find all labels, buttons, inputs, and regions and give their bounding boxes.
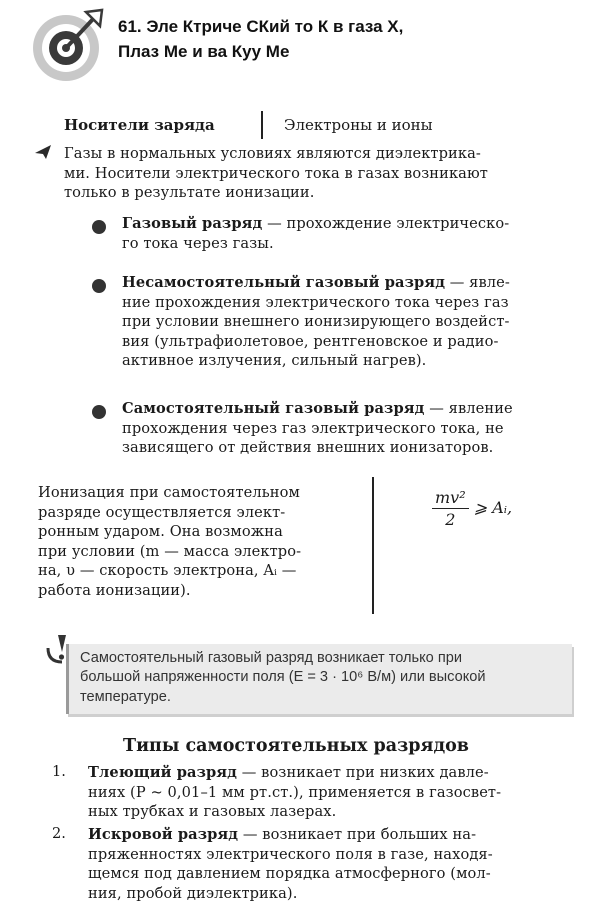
section-title (118, 14, 403, 64)
intro-line: только в результате ионизации. (64, 184, 315, 202)
definition-line: го тока через газы. (122, 234, 274, 252)
bullet-icon (92, 405, 106, 419)
definition-text: — прохождение электрическо- (262, 215, 510, 232)
bullet-icon (92, 279, 106, 293)
title-line-1: 61. Эле Ктриче СКий то К в газа Х, (118, 17, 404, 36)
ionization-paragraph (38, 483, 350, 601)
charge-carriers-label: Носители заряда (64, 116, 215, 134)
definition-line: прохождения через газ электрического тока, не (122, 419, 504, 437)
list-item-spark-discharge (88, 825, 570, 903)
definition-non-self-sustained (122, 273, 570, 371)
list-number: 1. (52, 763, 66, 780)
note-line: большой напряженности поля (E = 3 · 10⁶ В/м) или высокой (80, 669, 486, 686)
definition-gas-discharge (122, 214, 570, 253)
list-item-text: — возникает при низких давле- (237, 764, 489, 781)
exclamation-icon (42, 632, 76, 666)
bullet-icon (92, 220, 106, 234)
list-item-line: пряженностях электрического поля в газе, находя- (88, 845, 493, 863)
intro-paragraph (64, 144, 569, 203)
ionization-line: ронным ударом. Она возможна (38, 523, 283, 541)
note-text (80, 649, 568, 707)
list-number: 2. (52, 825, 66, 842)
list-item-glow-discharge (88, 763, 570, 822)
intro-line: ми. Носители электрического тока в газах возникают (64, 164, 488, 182)
ionization-line: на, υ — скорость электрона, Aᵢ — (38, 562, 297, 580)
ionization-line: Ионизация при самостоятельном (38, 484, 300, 501)
definition-line: ние прохождения электрического тока через газ (122, 293, 509, 311)
intro-line: Газы в нормальных условиях являются диэлектрика- (64, 145, 481, 162)
definition-line: зависящего от действия внешних ионизаторов. (122, 439, 494, 457)
definition-self-sustained (122, 399, 570, 458)
formula-fraction (432, 488, 469, 529)
formula-numerator: mv² (432, 488, 469, 509)
list-item-term: Искровой разряд (88, 826, 239, 843)
note-line: Самостоятельный газовый разряд возникает только при (80, 650, 463, 666)
target-arrow-logo-icon (30, 6, 106, 82)
list-item-line: щемся под давлением порядка атмосферного (мол- (88, 865, 491, 883)
types-heading: Типы самостоятельных разрядов (123, 736, 469, 756)
pointer-arrow-icon (34, 144, 52, 160)
definition-text: — явле- (445, 274, 510, 291)
list-item-line: ных трубках и газовых лазерах. (88, 803, 337, 821)
ionization-condition-formula (432, 488, 512, 529)
list-item-line: ния, пробой диэлектрика). (88, 884, 298, 902)
ionization-line: разряде осуществляется элект- (38, 503, 286, 521)
definition-term: Газовый разряд (122, 215, 263, 232)
definition-line: вия (ультрафиолетовое, рентгеновское и радио- (122, 332, 499, 350)
list-item-text: — возникает при больших на- (238, 826, 477, 843)
definition-term: Несамостоятельный газовый разряд (122, 274, 446, 291)
ionization-line: работа ионизации). (38, 581, 191, 599)
title-line-2: Плаз Ме и ва Куу Ме (118, 42, 290, 61)
carriers-divider (261, 111, 263, 139)
list-item-term: Тлеющий разряд (88, 764, 238, 781)
charge-carriers-value: Электроны и ионы (284, 116, 433, 134)
definition-line: активное излучения, сильный нагрев). (122, 352, 427, 370)
definition-term: Самостоятельный газовый разряд (122, 400, 425, 417)
definition-line: при условии внешнего ионизирующего воздейст- (122, 313, 510, 331)
list-item-line: ниях (P ~ 0,01–1 мм рт.ст.), применяется в газосвет- (88, 783, 502, 801)
definition-text: — явление (424, 400, 513, 417)
formula-inequality: ⩾ Aᵢ, (468, 498, 513, 517)
formula-divider (372, 477, 374, 614)
note-line: температуре. (80, 688, 171, 705)
formula-denominator: 2 (445, 510, 456, 529)
ionization-line: при условии (m — масса электро- (38, 542, 302, 560)
